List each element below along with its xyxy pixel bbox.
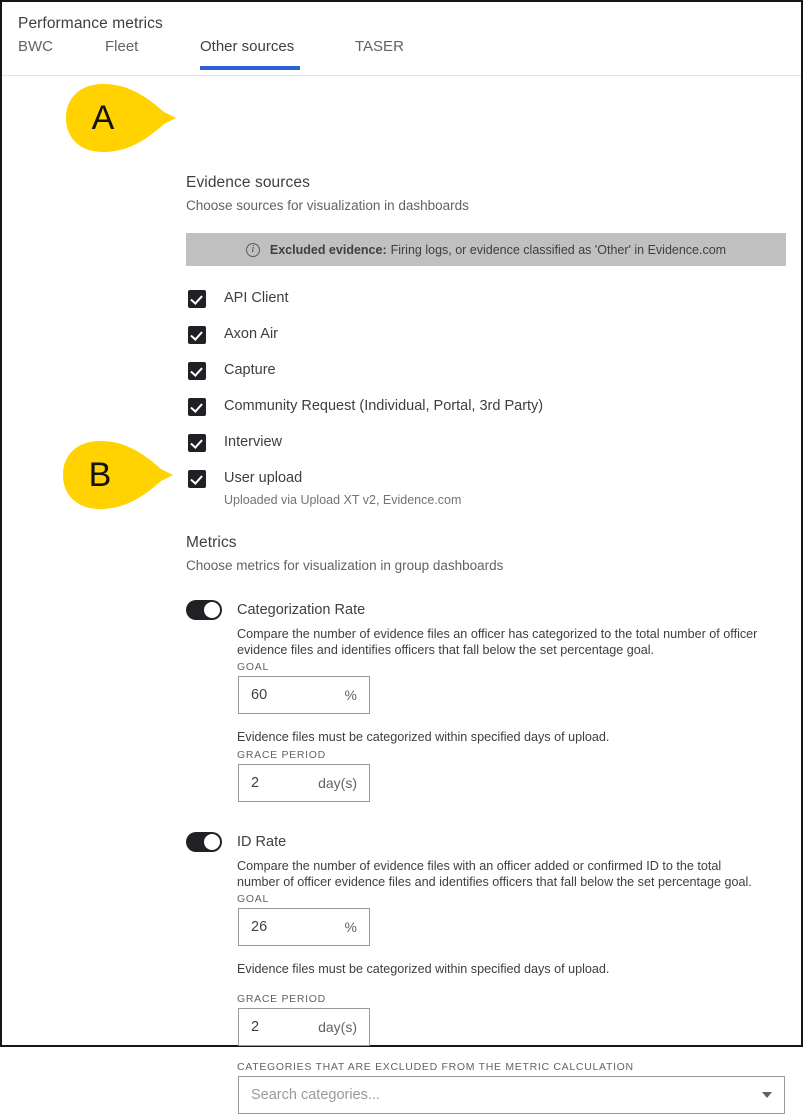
evidence-sources-subtitle: Choose sources for visualization in dashboards (186, 198, 469, 213)
banner-text: Firing logs, or evidence classified as 'Other' in Evidence.com (390, 242, 727, 257)
grace-note-categorization-rate: Evidence files must be categorized within specified days of upload. (237, 730, 610, 744)
checkbox-row-axon-air[interactable] (188, 325, 278, 344)
goal-input-value-id-rate: 26 (251, 919, 268, 935)
goal-input-value-categorization-rate: 60 (251, 687, 268, 703)
checkbox-axon-air[interactable] (188, 326, 206, 344)
tab-fleet[interactable]: Fleet (105, 38, 139, 55)
banner-bold-text: Excluded evidence: (269, 242, 387, 257)
metric-description-id-rate: Compare the number of evidence files with an officer added or confirmed ID to the total number of officer evidence files and identifies officers that fall below the set percentage goal. (237, 859, 752, 889)
tab-taser[interactable]: TASER (355, 38, 404, 55)
grace-note-id-rate: Evidence files must be categorized within specified days of upload. (237, 962, 610, 976)
checkbox-interview[interactable] (188, 434, 206, 452)
excluded-categories-label: CATEGORIES THAT ARE EXCLUDED FROM THE METRIC CALCULATION (237, 1061, 634, 1073)
checkbox-community-request[interactable] (188, 398, 206, 416)
metrics-title: Metrics (186, 534, 237, 551)
goal-input-suffix-id-rate: % (344, 919, 357, 935)
grace-label-id-rate: GRACE PERIOD (237, 993, 326, 1005)
checkbox-label-user-upload: User upload (224, 470, 303, 486)
excluded-evidence-banner (186, 233, 786, 266)
checkbox-row-interview[interactable] (188, 433, 282, 452)
checkbox-sublabel-user-upload: Uploaded via Upload XT v2, Evidence.com (224, 493, 462, 507)
grace-input-suffix-categorization-rate: day(s) (318, 775, 357, 791)
checkbox-capture[interactable] (188, 362, 206, 380)
checkbox-label-axon-air: Axon Air (224, 326, 278, 342)
checkbox-label-capture: Capture (224, 362, 276, 378)
metrics-subtitle: Choose metrics for visualization in group dashboards (186, 558, 504, 573)
toggle-id-rate[interactable] (186, 832, 222, 852)
excluded-categories-select[interactable] (238, 1076, 785, 1114)
checkbox-label-community-request: Community Request (Individual, Portal, 3rd Party) (224, 398, 544, 414)
grace-input-value-categorization-rate: 2 (251, 775, 260, 791)
checkbox-api-client[interactable] (188, 290, 206, 308)
metric-name-categorization-rate: Categorization Rate (237, 602, 366, 618)
goal-input-suffix-categorization-rate: % (344, 687, 357, 703)
page-title: Performance metrics (18, 15, 163, 32)
chevron-down-icon[interactable] (762, 1092, 772, 1098)
checkbox-row-capture[interactable] (188, 361, 276, 380)
tab-bar (2, 38, 801, 74)
checkbox-row-api-client[interactable] (188, 289, 288, 308)
callout-letter-a: A (91, 98, 115, 137)
checkbox-label-api-client: API Client (224, 290, 289, 306)
tab-other-sources[interactable]: Other sources (200, 38, 295, 55)
tab-bwc[interactable]: BWC (18, 38, 53, 55)
grace-label-categorization-rate: GRACE PERIOD (237, 749, 326, 761)
grace-input-value-id-rate: 2 (251, 1019, 260, 1035)
grace-input-suffix-id-rate: day(s) (318, 1019, 357, 1035)
info-icon: i (246, 243, 260, 257)
checkbox-user-upload[interactable] (188, 470, 206, 488)
goal-input-id-rate[interactable] (238, 908, 370, 946)
goal-input-categorization-rate[interactable] (238, 676, 370, 714)
page-header (2, 2, 801, 76)
callout-marker-a (60, 82, 180, 154)
goal-label-id-rate: GOAL (237, 893, 269, 905)
checkbox-row-community-request[interactable] (188, 397, 543, 416)
excluded-categories-placeholder: Search categories... (251, 1087, 380, 1103)
metric-name-id-rate: ID Rate (237, 834, 287, 850)
toggle-categorization-rate[interactable] (186, 600, 222, 620)
callout-letter-b: B (88, 455, 112, 494)
active-tab-indicator (200, 66, 300, 70)
goal-label-categorization-rate: GOAL (237, 661, 269, 673)
callout-marker-b (57, 439, 177, 511)
checkbox-label-interview: Interview (224, 434, 283, 450)
grace-input-id-rate[interactable] (238, 1008, 370, 1046)
metric-description-categorization-rate: Compare the number of evidence files an officer has categorized to the total number of officer evidence files and identifies officers that fall below the set percentage goal. (237, 627, 758, 657)
evidence-sources-title: Evidence sources (186, 174, 310, 191)
grace-input-categorization-rate[interactable] (238, 764, 370, 802)
checkbox-row-user-upload[interactable] (188, 469, 302, 488)
